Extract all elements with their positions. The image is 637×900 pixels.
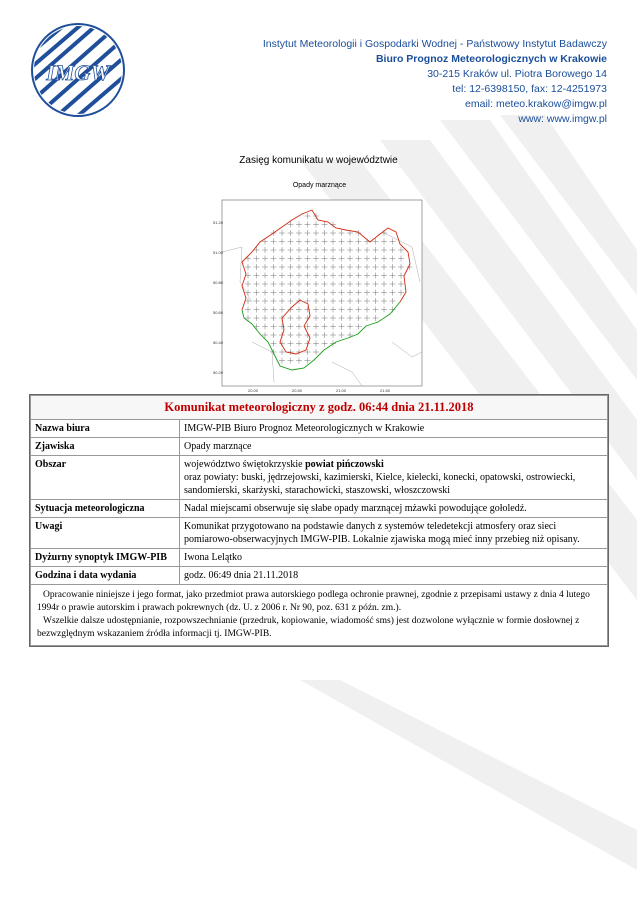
map-y-tick: 50.40 xyxy=(213,340,224,345)
row-value-issued: godz. 06:49 dnia 21.11.2018 xyxy=(180,567,608,585)
redistribution-text: Wszelkie dalsze udostępnianie, rozpowszechnianie (przedruk, kopiowanie, wiadomość sms) jest dozwolone wyłącznie w formie dosłownej z bezwzględnym wskazaniem źródła informacji tj. IMGW-PIB. xyxy=(37,616,580,639)
region-map xyxy=(212,182,427,394)
row-label-situation: Sytuacja meteorologiczna xyxy=(31,500,180,518)
header-contact xyxy=(263,37,607,127)
website-link[interactable]: www: www.imgw.pl xyxy=(518,113,607,125)
table-row xyxy=(31,567,608,585)
map-plot xyxy=(212,192,427,394)
table-row xyxy=(31,456,608,500)
area-rest: oraz powiaty: buski, jędrzejowski, kazimierski, Kielce, kielecki, konecki, opatowski, ostrowiecki, sandomierski, skarżyski, starachowicki, staszowski, włoszczowski xyxy=(184,472,576,496)
logo-text: IMGW xyxy=(46,60,110,85)
row-label-phenomena: Zjawiska xyxy=(31,438,180,456)
table-row xyxy=(31,420,608,438)
report-title: Komunikat meteorologiczny z godz. 06:44 dnia 21.11.2018 xyxy=(31,396,608,420)
row-value-forecaster: Iwona Lelątko xyxy=(180,549,608,567)
map-section-title: Zasięg komunikatu w województwie xyxy=(239,155,398,166)
report-table xyxy=(29,394,609,647)
phone: tel: 12-6398150, fax: 12-4251973 xyxy=(452,83,607,95)
row-label-remarks: Uwagi xyxy=(31,518,180,549)
imgw-logo xyxy=(30,22,126,118)
map-caption: Opady marznące xyxy=(292,182,347,189)
area-highlight: powiat pińczowski xyxy=(305,459,384,470)
map-x-tick: 21.00 xyxy=(336,388,347,393)
row-value-situation: Nadal miejscami obserwuje się słabe opady marznącej mżawki powodujące gołoledź. xyxy=(180,500,608,518)
table-row xyxy=(31,518,608,549)
row-label-forecaster: Dyżurny synoptyk IMGW-PIB xyxy=(31,549,180,567)
row-label-area: Obszar xyxy=(31,456,180,500)
map-x-tick: 20.50 xyxy=(292,388,303,393)
copyright-footer xyxy=(31,585,608,646)
row-value-area xyxy=(180,456,608,500)
org-name: Instytut Meteorologii i Gospodarki Wodnej - Państwowy Instytut Badawczy xyxy=(262,38,607,50)
map-x-tick: 21.50 xyxy=(380,388,391,393)
table-row xyxy=(31,438,608,456)
map-y-tick: 51.20 xyxy=(213,220,224,225)
office-name: Biuro Prognoz Meteorologicznych w Krakowie xyxy=(375,53,607,65)
email-link[interactable]: email: meteo.krakow@imgw.pl xyxy=(465,98,607,110)
row-label-office: Nazwa biura xyxy=(31,420,180,438)
address: 30-215 Kraków ul. Piotra Borowego 14 xyxy=(427,68,607,80)
map-y-tick: 50.80 xyxy=(213,280,224,285)
table-row xyxy=(31,500,608,518)
map-x-tick: 20.00 xyxy=(248,388,259,393)
row-value-remarks: Komunikat przygotowano na podstawie danych z systemów teledetekcji atmosfery oraz sieci pomiarowo-obserwacyjnych IMGW-PIB. Lokalnie zjawiska mogą mieć inny przebieg niż opisany. xyxy=(180,518,608,549)
area-prefix: województwo świętokrzyskie xyxy=(184,459,306,470)
map-y-tick: 51.00 xyxy=(213,250,224,255)
table-row xyxy=(31,549,608,567)
row-value-phenomena: Opady marznące xyxy=(180,438,608,456)
row-value-office: IMGW-PIB Biuro Prognoz Meteorologicznych w Krakowie xyxy=(180,420,608,438)
row-label-issued: Godzina i data wydania xyxy=(31,567,180,585)
map-y-tick: 50.60 xyxy=(213,310,224,315)
map-y-tick: 50.20 xyxy=(213,370,224,375)
copyright-text: Opracowanie niniejsze i jego format, jako przedmiot prawa autorskiego podlega ochronie prawnej, zgodnie z przepisami ustawy z dnia 4 lutego 1994r o prawie autorskim i prawach pokrewnych (dz. U. z 2006 r. Nr 90, poz. 631 z późn. zm.). xyxy=(37,590,590,613)
